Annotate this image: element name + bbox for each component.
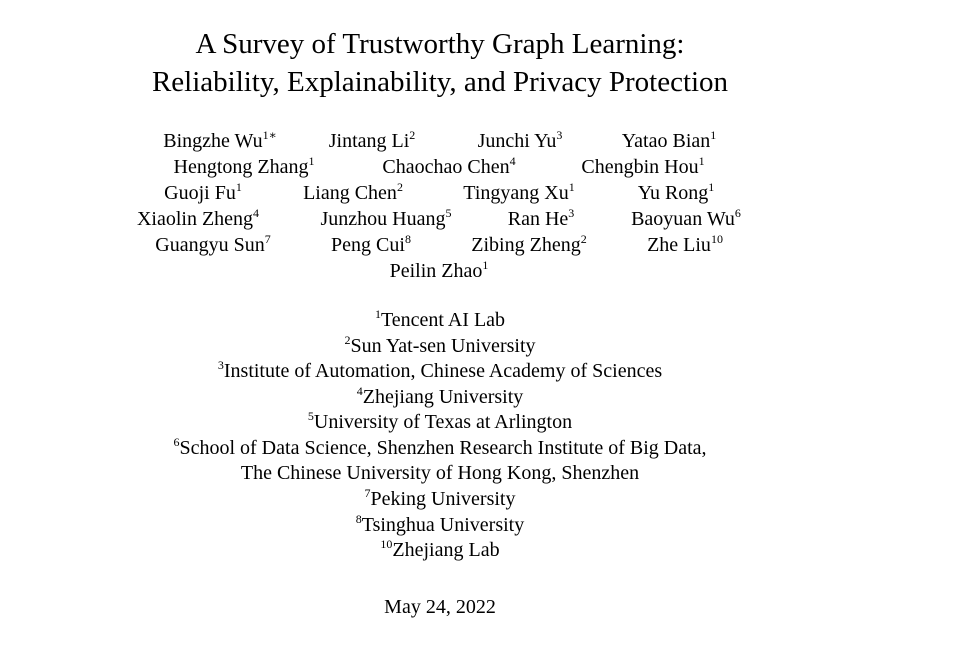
author-name: Junchi Yu$^3$ xyxy=(477,128,563,152)
author-name: Yu Rong$^1$ xyxy=(637,180,715,204)
author-name: Baoyuan Wu$^6$ xyxy=(631,206,741,230)
author-name: Tingyang Xu$^1$ xyxy=(463,180,575,204)
author-name: Hengtong Zhang$^1$ xyxy=(173,154,315,178)
affiliation: $^4$Zhejiang University xyxy=(356,384,524,408)
publication-date: May 24, 2022 xyxy=(384,596,496,618)
author-name: Junzhou Huang$^5$ xyxy=(320,206,452,230)
affiliation: $^7$Peking University xyxy=(364,486,516,510)
author-row xyxy=(0,154,880,180)
author-name: Chengbin Hou$^1$ xyxy=(581,154,705,178)
affiliation: $^8$Tsinghua University xyxy=(355,512,525,536)
author-name: Jintang Li$^2$ xyxy=(328,128,416,152)
author-name: Yatao Bian$^1$ xyxy=(621,128,717,152)
author-name: Peilin Zhao$^1$ xyxy=(389,258,489,282)
author-name: Ran He$^3$ xyxy=(507,206,575,230)
affiliation: $^3$Institute of Automation, Chinese Academy of Sciences xyxy=(217,358,663,382)
author-name: Zhe Liu$^{10}$ xyxy=(647,232,723,256)
affiliation: $^2$Sun Yat-sen University xyxy=(344,333,536,357)
affiliation: $^5$University of Texas at Arlington xyxy=(307,409,573,433)
author-name: Zibing Zheng$^2$ xyxy=(471,232,587,256)
author-row xyxy=(0,128,880,154)
author-name: Chaochao Chen$^4$ xyxy=(382,154,516,178)
affiliation: $^{10}$Zhejiang Lab xyxy=(380,537,500,561)
author-row xyxy=(0,180,880,206)
author-row xyxy=(0,258,880,284)
affiliation-continued: The Chinese University of Hong Kong, Shenzhen xyxy=(240,462,640,484)
author-name: Peng Cui$^8$ xyxy=(331,232,411,256)
author-name: Guangyu Sun$^7$ xyxy=(155,232,271,256)
author-row xyxy=(0,232,880,258)
affiliation: $^6$School of Data Science, Shenzhen Research Institute of Big Data, xyxy=(173,435,707,459)
affiliation: $^1$Tencent AI Lab xyxy=(374,307,506,331)
author-name: Bingzhe $Wu^{1∗}$ xyxy=(163,128,277,152)
title-line-2: Reliability, Explainability, and Privacy Protection xyxy=(151,66,729,98)
author-row xyxy=(0,206,880,232)
author-name: Guoji Fu$^1$ xyxy=(164,180,242,204)
author-name: Xiaolin Zheng$^4$ xyxy=(136,206,260,230)
title-line-1: A Survey of Trustworthy Graph Learning: xyxy=(195,28,685,60)
author-name: Liang Chen$^2$ xyxy=(303,180,403,204)
